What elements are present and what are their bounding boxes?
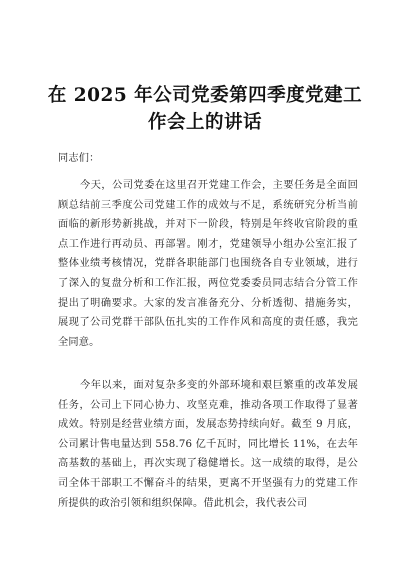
salutation: 同志们： [58,153,100,164]
paragraph-2: 今年以来，面对复杂多变的外部环境和艰巨繁重的改革发展任务，公司上下同心协力、攻坚克难，推动各项工作取得了显著成效。特别是经营业绩方面，发展态势持续向好。截至 9 月底，公司累计售电量达到 558.76 亿千瓦时，同比增长 11%，在去年高基数的基础上，再次实现了稳健增长。这一成绩的取得，是公司全体干部职工不懈奋斗的结果，更离不开坚强有力的党建工作所提供的政治引领和组织保障。借此机会，我代表公司 [58,380,358,509]
document-title: 在 2025 年公司党委第四季度党建工作会上的讲话 [47,85,363,133]
paragraph-1: 今天，公司党委在这里召开党建工作会，主要任务是全面回顾总结前三季度公司党建工作的成效与不足，系统研究分析当前面临的新形势新挑战，并对下一阶段，特别是年终收官阶段的重点工作进行再动员、再部署。刚才，党建领导小组办公室汇报了整体业绩考核情况，党群各职能部门也围绕各自专业领域，进行了深入的复盘分析和工作汇报，两位党委委员同志结合分管工作提出了明确要求。大家的发言准备充分、分析透彻、措施务实，展现了公司党群干部队伍扎实的工作作风和高度的责任感，我完全同意。 [58,180,358,348]
